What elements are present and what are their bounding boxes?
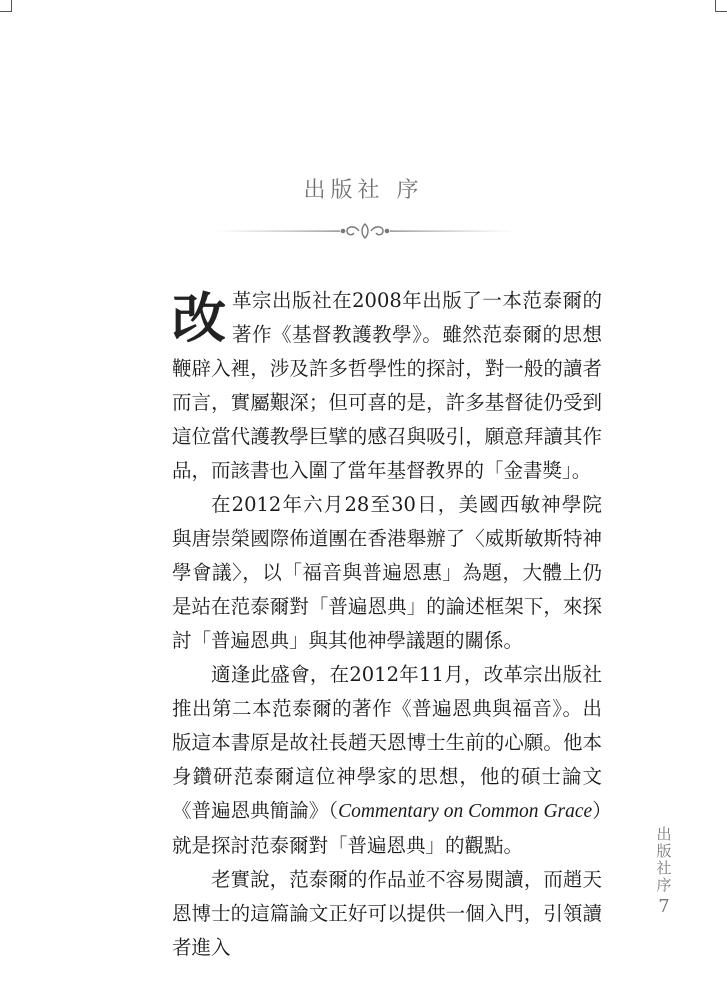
paragraph-3-text-b: ）就是探討范泰爾對「普遍恩典」的觀點。 bbox=[172, 799, 602, 857]
side-tab-char: 社 bbox=[656, 859, 672, 877]
crop-mark-top-left-v bbox=[11, 0, 12, 12]
paragraph-2: 在2012年六月28至30日，美國西敏神學院與唐崇榮國際佈道團在香港舉辦了〈威斯敏斯特神學會議〉，以「福音與普遍恩惠」為題，大體上仍是站在范泰爾對「普遍恩典」的論述框架下，來探討「普遍恩典」與其他神學議題的關係。 bbox=[172, 493, 602, 652]
page-number: 7 bbox=[658, 896, 670, 917]
crop-mark-top-right-h bbox=[715, 11, 727, 12]
crop-mark-top-right-v bbox=[715, 0, 716, 12]
chapter-header bbox=[0, 173, 727, 204]
paragraph-4: 老實說，范泰爾的作品並不容易閱讀，而趙天恩博士的這篇論文正好可以提供一個入門，引領讀者進入 bbox=[172, 868, 602, 959]
chapter-title: 出版社 序 bbox=[303, 178, 424, 203]
paragraph-3-text-a: 適逢此盛會，在2012年11月，改革宗出版社推出第二本范泰爾的著作《普遍恩典與福音》。出版這本書原是故社長趙天恩博士生前的心願。他本身鑽研范泰爾這位神學家的思想，他的碩士論文《普遍恩典簡論》（ bbox=[172, 663, 602, 822]
english-title-italic: Commentary on Common Grace bbox=[338, 801, 593, 822]
side-tab-char: 版 bbox=[656, 842, 672, 860]
paragraph-3 bbox=[172, 658, 602, 863]
preface-body bbox=[172, 284, 602, 965]
side-tab-char: 出 bbox=[656, 825, 672, 843]
paragraph-1-text: 革宗出版社在2008年出版了一本范泰爾的著作《基督教護教學》。雖然范泰爾的思想鞭辟入裡，涉及許多哲學性的探討，對一般的讀者而言，實屬艱深；但可喜的是，許多基督徒仍受到這位當代護教學巨擘的感召與吸引，願意拜讀其作品，而該書也入圍了當年基督教界的「金書獎」。 bbox=[172, 289, 602, 482]
title-ornament-divider bbox=[215, 220, 515, 242]
side-tab-char: 序 bbox=[656, 876, 672, 894]
drop-cap: 改 bbox=[172, 287, 226, 350]
side-section-tab bbox=[654, 826, 674, 894]
paragraph-1 bbox=[172, 284, 602, 488]
